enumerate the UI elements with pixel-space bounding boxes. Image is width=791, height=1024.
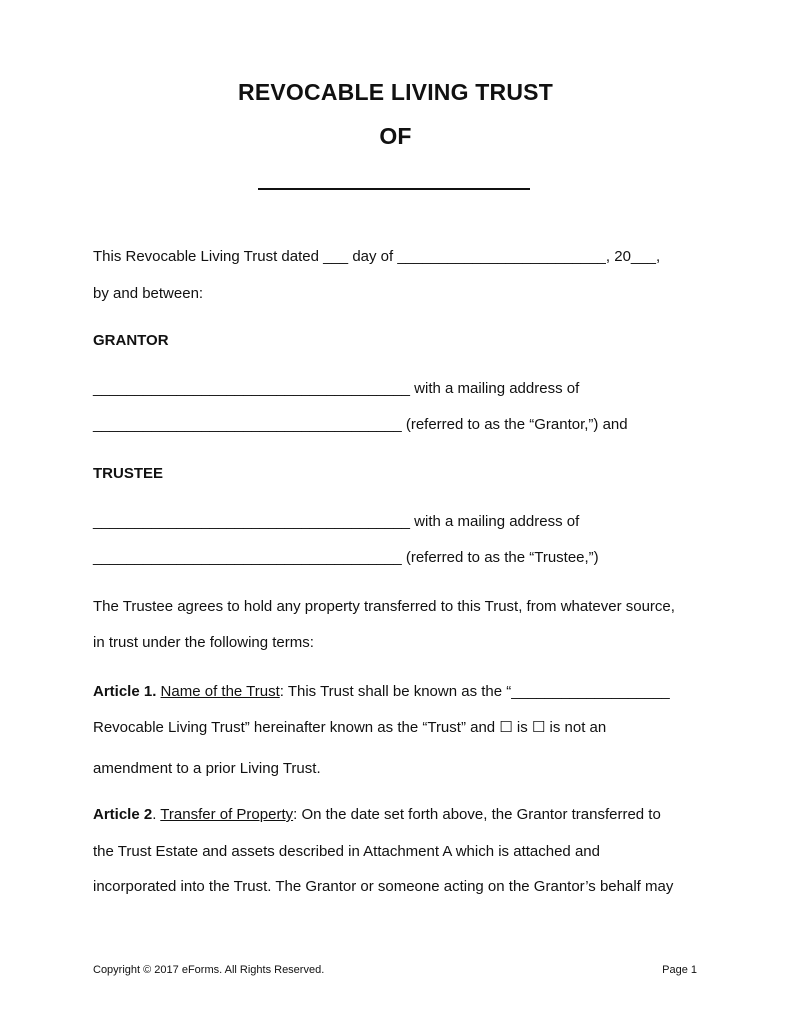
intro-line-1: This Revocable Living Trust dated ___ day of _________________________, 20___, [93,248,661,265]
article-2-line-2: the Trust Estate and assets described in Attachment A which is attached and [93,843,600,860]
grantor-line-2: _____________________________________ (referred to as the “Grantor,”) and [93,416,628,433]
article-2-text: : On the date set forth above, the Grantor transferred to [293,806,661,823]
footer-page-number: Page 1 [662,964,697,976]
intro-line-2: by and between: [93,285,204,302]
agreement-line-1: The Trustee agrees to hold any property transferred to this Trust, from whatever source, [93,598,675,615]
article-2-line-3: incorporated into the Trust. The Grantor or someone acting on the Grantor’s behalf may [93,878,674,895]
article-2-label: Article 2 [93,806,153,823]
footer-copyright: Copyright © 2017 eForms. All Rights Reserved. [93,964,325,976]
article-2-separator: . [152,806,161,823]
trustee-heading: TRUSTEE [93,465,164,482]
article-2-heading: Transfer of Property [160,806,294,823]
article-1-heading: Name of the Trust [160,683,280,700]
document-title: REVOCABLE LIVING TRUST [238,79,553,105]
article-1-text: : This Trust shall be known as the “___________________ [279,683,670,700]
trustee-line-1: ______________________________________ with a mailing address of [93,513,580,530]
agreement-line-2: in trust under the following terms: [93,634,314,651]
grantor-line-1: ______________________________________ with a mailing address of [93,380,580,397]
article-1-line-1 [93,683,670,701]
trustee-line-2: _____________________________________ (referred to as the “Trustee,”) [93,549,599,566]
article-2-line-1 [93,806,661,824]
trust-name-blank [258,188,530,190]
article-1-label: Article 1. [93,683,157,700]
grantor-heading: GRANTOR [93,332,169,349]
article-1-line-3: amendment to a prior Living Trust. [93,760,321,777]
article-1-line-2: Revocable Living Trust” hereinafter known as the “Trust” and ☐ is ☐ is not an [93,719,607,736]
document-title-of: OF [379,123,412,149]
